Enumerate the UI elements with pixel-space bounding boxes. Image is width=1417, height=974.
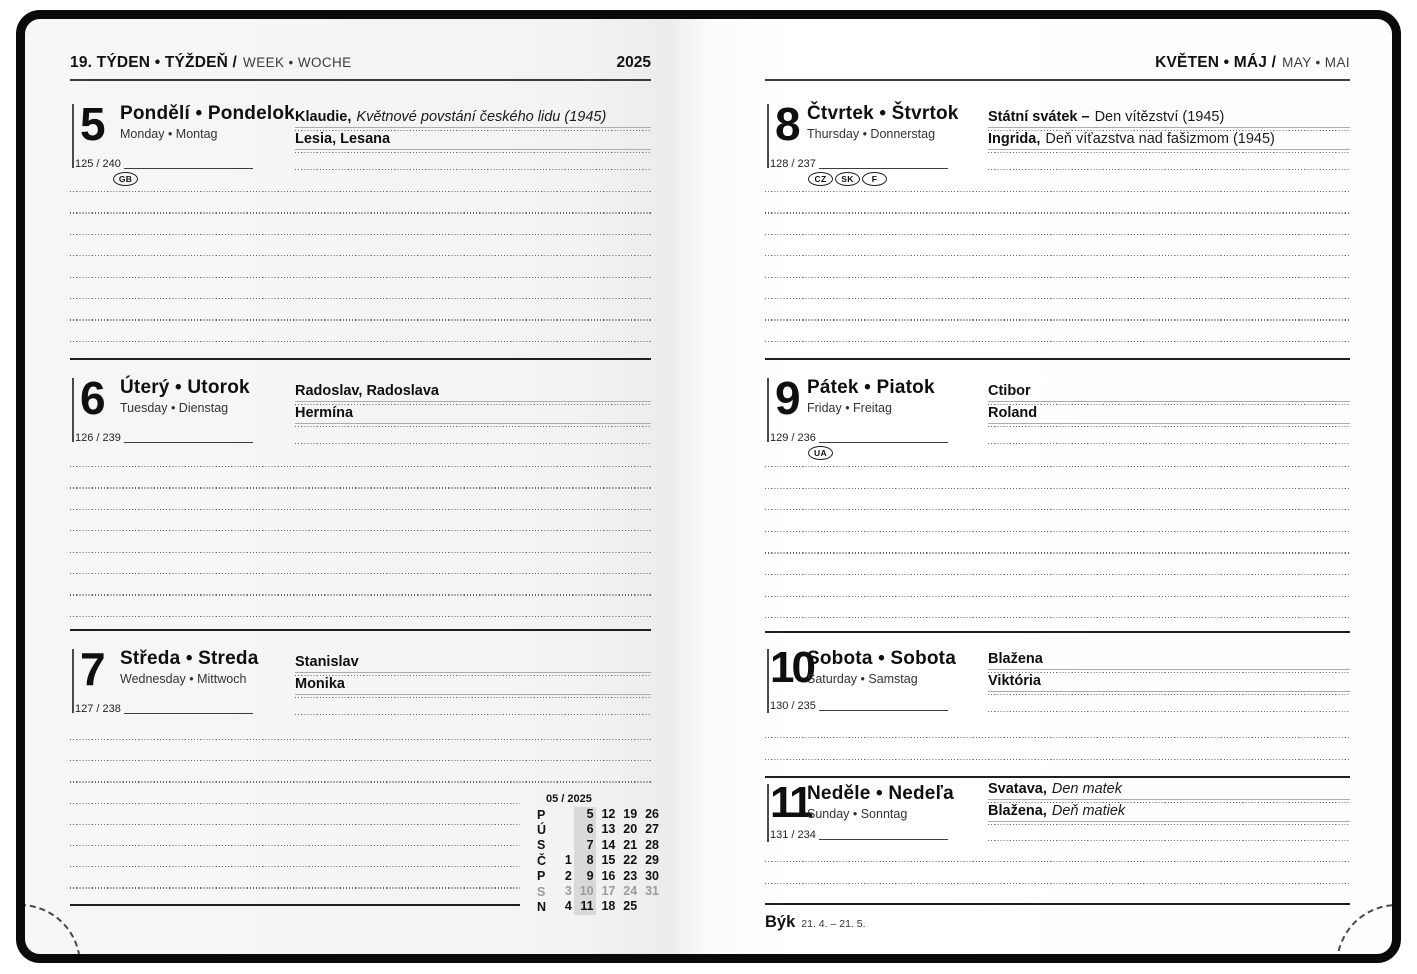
- nameday-bold: Ctibor: [988, 383, 1031, 399]
- day-subtitle: Monday • Montag: [120, 127, 218, 141]
- calendar-day-letter: P: [537, 807, 546, 822]
- nameday-note: Deň víťazstva nad fašizmom (1945): [1045, 131, 1275, 147]
- day-block-saturday-10: [765, 645, 1350, 778]
- calendar-cell: 23: [623, 868, 638, 883]
- day-of-year: 130 / 235: [770, 700, 816, 712]
- nameday-bold: Monika: [295, 676, 345, 692]
- calendar-cell: [552, 838, 574, 853]
- day-of-year-rule: [124, 713, 253, 714]
- calendar-cell: 6: [574, 822, 596, 837]
- holiday-row: [988, 106, 1350, 128]
- calendar-cell: 19: [623, 807, 638, 821]
- day-title: Pondělí • Pondelok: [120, 103, 295, 124]
- calendar-cell: 8: [574, 853, 596, 868]
- day-title: Úterý • Utorok: [120, 377, 250, 398]
- day-of-year: 126 / 239: [75, 432, 121, 444]
- day-left-rule: [72, 378, 74, 442]
- day-left-rule: [767, 104, 769, 168]
- day-title: Neděle • Nedeľa: [807, 783, 954, 804]
- calendar-day-letter: Č: [537, 853, 547, 868]
- day-block-monday-5: [70, 100, 651, 360]
- day-number: 10: [770, 643, 813, 692]
- calendar-cell: 1: [564, 853, 572, 868]
- calendar-cell: 11: [574, 899, 596, 914]
- calendar-cell: 12: [601, 807, 616, 821]
- day-of-year-rule: [124, 442, 253, 443]
- nameday-note-italic: Den matek: [1051, 781, 1122, 797]
- day-subtitle: Tuesday • Dienstag: [120, 401, 229, 415]
- nameday-row: [295, 402, 651, 424]
- perforation-corner-left-icon: [16, 904, 81, 963]
- calendar-cell: [639, 899, 661, 914]
- page-content: [16, 10, 1401, 963]
- day-subtitle: Thursday • Donnerstag: [807, 127, 936, 141]
- month-header: [765, 54, 1350, 72]
- calendar-cell: 26: [645, 807, 659, 821]
- nameday-bold: Blažena: [988, 651, 1043, 667]
- empty-writing-line: [988, 148, 1350, 170]
- calendar-cell: 31: [645, 883, 659, 898]
- day-subtitle: Sunday • Sonntag: [807, 807, 908, 821]
- week-header: [70, 54, 651, 72]
- page-frame: [16, 10, 1401, 963]
- calendar-cell: 9: [574, 869, 596, 884]
- calendar-cell: 24: [623, 883, 638, 898]
- calendar-row: [537, 869, 667, 884]
- day-title: Pátek • Piatok: [807, 377, 935, 398]
- day-number: 6: [80, 372, 105, 424]
- nameday-bold: Blažena,: [988, 803, 1047, 819]
- day-title: Středa • Streda: [120, 648, 259, 669]
- nameday-bold: Hermína: [295, 405, 354, 421]
- nameday-column: [988, 645, 1350, 778]
- nameday-bold: Lesia, Lesana: [295, 131, 391, 147]
- day-of-year-rule: [819, 710, 948, 711]
- calendar-cell: 25: [623, 899, 638, 914]
- day-subtitle: Saturday • Samstag: [807, 672, 918, 686]
- calendar-cell: 17: [601, 883, 616, 898]
- country-badge-sk: SK: [835, 172, 860, 186]
- day-separator-line: [70, 629, 651, 631]
- country-badge-cz: CZ: [808, 172, 833, 186]
- calendar-cell: 4: [564, 899, 572, 914]
- calendar-cell: 15: [601, 853, 616, 868]
- calendar-cell: 28: [645, 837, 659, 852]
- calendar-day-letter: Ú: [537, 823, 547, 838]
- day-separator-line: [70, 358, 651, 360]
- day-number: 9: [775, 372, 800, 424]
- day-separator-line: [765, 903, 1350, 905]
- day-of-year: 129 / 236: [770, 432, 816, 444]
- calendar-cell: 16: [601, 868, 616, 883]
- calendar-cell: 18: [601, 899, 616, 914]
- calendar-cell: [552, 807, 574, 822]
- calendar-row: [537, 853, 667, 868]
- day-separator-line: [70, 904, 520, 906]
- nameday-bold: Stanislav: [295, 654, 359, 670]
- calendar-cell: 2: [564, 868, 572, 883]
- calendar-cell: 7: [574, 838, 596, 853]
- day-subtitle: Friday • Freitag: [807, 401, 892, 415]
- calendar-row: [537, 807, 667, 822]
- day-subtitle: Wednesday • Mittwoch: [120, 672, 247, 686]
- nameday-note-italic: Deň matiek: [1051, 803, 1126, 819]
- day-title: Sobota • Sobota: [807, 648, 956, 669]
- nameday-row: [988, 128, 1350, 150]
- calendar-cell: 29: [645, 853, 659, 868]
- day-of-year: 131 / 234: [770, 829, 816, 841]
- calendar-row: [537, 899, 667, 914]
- calendar-row: [537, 838, 667, 853]
- day-number: 7: [80, 643, 105, 695]
- country-badges: [808, 446, 833, 460]
- nameday-row: [295, 380, 651, 402]
- month-title-translation: MAY • MAI: [1282, 55, 1350, 70]
- nameday-row: [295, 651, 651, 673]
- calendar-cell: 27: [645, 822, 659, 837]
- calendar-cell: 22: [623, 853, 638, 868]
- holiday-bold: Státní svátek –: [988, 109, 1090, 125]
- day-number: 11: [770, 778, 811, 827]
- nameday-column: [988, 100, 1350, 360]
- zodiac-sign: Býk: [765, 913, 796, 931]
- empty-writing-line: [988, 422, 1350, 444]
- country-badge-gb: GB: [113, 172, 138, 186]
- nameday-bold: Klaudie,: [295, 109, 352, 125]
- day-separator-line: [765, 631, 1350, 633]
- day-of-year-rule: [819, 839, 948, 840]
- nameday-bold: Viktória: [988, 673, 1041, 689]
- calendar-day-letter: N: [537, 900, 547, 915]
- day-block-friday-9: [765, 374, 1350, 633]
- day-block-tuesday-6: [70, 374, 651, 631]
- nameday-row: [295, 673, 651, 695]
- calendar-cell: 5: [574, 807, 596, 822]
- empty-writing-line: [295, 422, 651, 444]
- nameday-bold: Ingrida,: [988, 131, 1041, 147]
- zodiac-line: [765, 913, 866, 932]
- nameday-row: [988, 670, 1350, 692]
- day-left-rule: [767, 649, 769, 713]
- empty-writing-line: [295, 148, 651, 170]
- nameday-column: [295, 100, 651, 360]
- day-number: 8: [775, 98, 800, 150]
- calendar-day-letter: S: [537, 884, 546, 899]
- calendar-cell: 10: [574, 884, 596, 899]
- mini-calendar: [537, 793, 667, 915]
- year-label: 2025: [616, 54, 651, 71]
- country-badge-f: F: [862, 172, 887, 186]
- empty-writing-line: [295, 693, 651, 715]
- nameday-row: [988, 402, 1350, 424]
- empty-writing-line: [988, 819, 1350, 841]
- nameday-bold: Radoslav, Radoslava: [295, 383, 439, 399]
- day-left-rule: [72, 649, 74, 713]
- day-left-rule: [72, 104, 74, 168]
- calendar-day-letter: S: [537, 838, 546, 853]
- nameday-row: [988, 380, 1350, 402]
- calendar-row: [537, 884, 667, 899]
- day-title: Čtvrtek • Štvrtok: [807, 103, 959, 124]
- left-header-rule: [70, 79, 651, 81]
- calendar-cell: 30: [645, 868, 659, 883]
- calendar-cell: 13: [601, 822, 616, 837]
- perforation-corner-right-icon: [1336, 904, 1401, 963]
- calendar-cell: 14: [601, 837, 616, 852]
- empty-writing-line: [988, 690, 1350, 712]
- day-left-rule: [767, 784, 769, 842]
- day-left-rule: [767, 378, 769, 442]
- day-of-year: 127 / 238: [75, 703, 121, 715]
- calendar-cell: [552, 822, 574, 837]
- day-of-year: 128 / 237: [770, 158, 816, 170]
- calendar-row: [537, 822, 667, 837]
- nameday-column: [988, 780, 1350, 905]
- nameday-row: [988, 648, 1350, 670]
- day-of-year-rule: [819, 442, 948, 443]
- calendar-cell: 20: [623, 822, 638, 837]
- country-badge-ua: UA: [808, 446, 833, 460]
- country-badges: [113, 172, 138, 186]
- week-title-translation: WEEK • WOCHE: [243, 55, 352, 70]
- mini-calendar-grid: [537, 807, 667, 915]
- day-of-year-rule: [124, 168, 253, 169]
- day-of-year-rule: [819, 168, 948, 169]
- nameday-bold: Svatava,: [988, 781, 1047, 797]
- nameday-column: [988, 374, 1350, 633]
- nameday-row: [295, 106, 651, 128]
- zodiac-date-range: 21. 4. – 21. 5.: [801, 918, 866, 930]
- nameday-row: [295, 128, 651, 150]
- month-title: KVĚTEN • MÁJ /: [1155, 54, 1277, 71]
- day-number: 5: [80, 98, 105, 150]
- holiday-text: Den vítězství (1945): [1094, 109, 1225, 125]
- calendar-day-letter: P: [537, 869, 546, 884]
- week-title: 19. TÝDEN • TÝŽDEŇ /: [70, 54, 238, 71]
- day-separator-line: [765, 358, 1350, 360]
- day-block-thursday-8: [765, 100, 1350, 360]
- nameday-row: [988, 778, 1350, 800]
- nameday-bold: Roland: [988, 405, 1038, 421]
- nameday-column: [295, 374, 651, 631]
- nameday-note-italic: Květnové povstání českého lidu (1945): [356, 109, 607, 125]
- calendar-cell: 3: [564, 883, 572, 898]
- right-header-rule: [765, 79, 1350, 81]
- mini-calendar-month: 05 / 2025: [546, 793, 592, 805]
- day-block-sunday-11: [765, 780, 1350, 905]
- day-of-year: 125 / 240: [75, 158, 121, 170]
- calendar-cell: 21: [623, 837, 638, 852]
- country-badges: [808, 172, 887, 186]
